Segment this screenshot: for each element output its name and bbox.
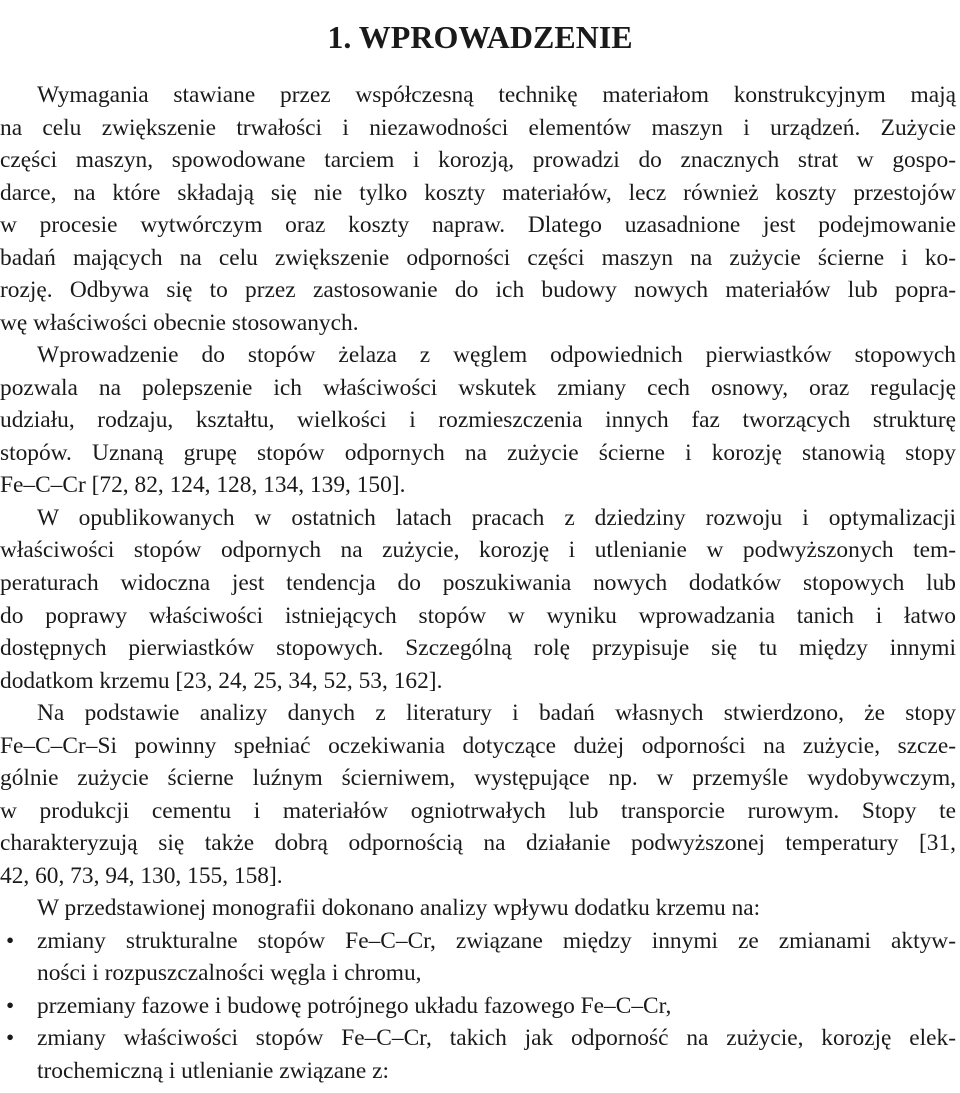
text-line: darce, na które składają się nie tylko koszty materiałów, lecz również koszty przestojów [0,180,956,206]
text-line: W przedstawionej monografii dokonano analizy wpływu dodatku krzemu na: [37,895,761,921]
chapter-heading: 1. WPROWADZENIE [327,19,633,56]
text-line: Wymagania stawiane przez współczesną technikę materiałom konstrukcyjnym mają [37,82,956,108]
text-line: Fe–C–Cr [72, 82, 124, 128, 134, 139, 150]. [0,472,406,498]
text-line: gólnie zużycie ścierne luźnym ścierniwem, występujące np. w przemyśle wydobywczym, [0,765,956,791]
text-line: pozwala na polepszenie ich właściwości wskutek zmiany cech osnowy, oraz regulację [0,375,956,401]
text-line: W opublikowanych w ostatnich latach pracach z dziedziny rozwoju i optymalizacji [37,505,956,531]
text-line: rozję. Odbywa się to przez zastosowanie do ich budowy nowych materiałów lub popra- [0,277,956,303]
text-line: w produkcji cementu i materiałów ogniotrwałych lub transporcie rurowym. Stopy te [0,798,956,824]
text-line: Wprowadzenie do stopów żelaza z węglem odpowiednich pierwiastków stopowych [37,342,956,368]
text-line: zmiany strukturalne stopów Fe–C–Cr, związane między innymi ze zmianami aktyw- [37,928,956,954]
text-line: Na podstawie analizy danych z literatury i badań własnych stwierdzono, że stopy [37,700,956,726]
text-line: przemiany fazowe i budowę potrójnego układu fazowego Fe–C–Cr, [37,993,672,1019]
text-line: 42, 60, 73, 94, 130, 155, 158]. [0,863,283,889]
bullet-marker: • [6,1025,15,1051]
text-line: badań mających na celu zwiększenie odporności części maszyn na zużycie ścierne i ko- [0,245,956,271]
text-line: do poprawy właściwości istniejących stopów w wyniku wprowadzania tanich i łatwo [0,603,956,629]
text-line: charakteryzują się także dobrą odpornością na działanie podwyższonej temperatury [31, [0,830,956,856]
text-line: dostępnych pierwiastków stopowych. Szczególną rolę przypisuje się tu między innymi [0,635,956,661]
bullet-marker: • [6,993,15,1019]
text-line: stopów. Uznaną grupę stopów odpornych na zużycie ścierne i korozję stanowią stopy [0,440,956,466]
text-line: właściwości stopów odpornych na zużycie, korozję i utlenianie w podwyższonych tem- [0,537,956,563]
text-line: ności i rozpuszczalności węgla i chromu, [37,960,422,986]
text-line: trochemiczną i utlenianie związane z: [37,1058,389,1084]
text-line: zmiany właściwości stopów Fe–C–Cr, takich jak odporność na zużycie, korozję elek- [37,1025,956,1051]
text-line: części maszyn, spowodowane tarciem i korozją, prowadzi do znacznych strat w gospo- [0,147,956,173]
text-line: na celu zwiększenie trwałości i niezawodności elementów maszyn i urządzeń. Zużycie [0,115,956,141]
text-line: peraturach widoczna jest tendencja do poszukiwania nowych dodatków stopowych lub [0,570,956,596]
text-line: Fe–C–Cr–Si powinny spełniać oczekiwania dotyczące dużej odporności na zużycie, szcze- [0,733,956,759]
text-line: w procesie wytwórczym oraz koszty napraw. Dlatego uzasadnione jest podejmowanie [0,212,956,238]
text-line: udziału, rodzaju, kształtu, wielkości i rozmieszczenia innych faz tworzących strukturę [0,407,956,433]
text-line: wę właściwości obecnie stosowanych. [0,310,359,336]
text-line: dodatkom krzemu [23, 24, 25, 34, 52, 53, 162]. [0,668,443,694]
bullet-marker: • [6,928,15,954]
